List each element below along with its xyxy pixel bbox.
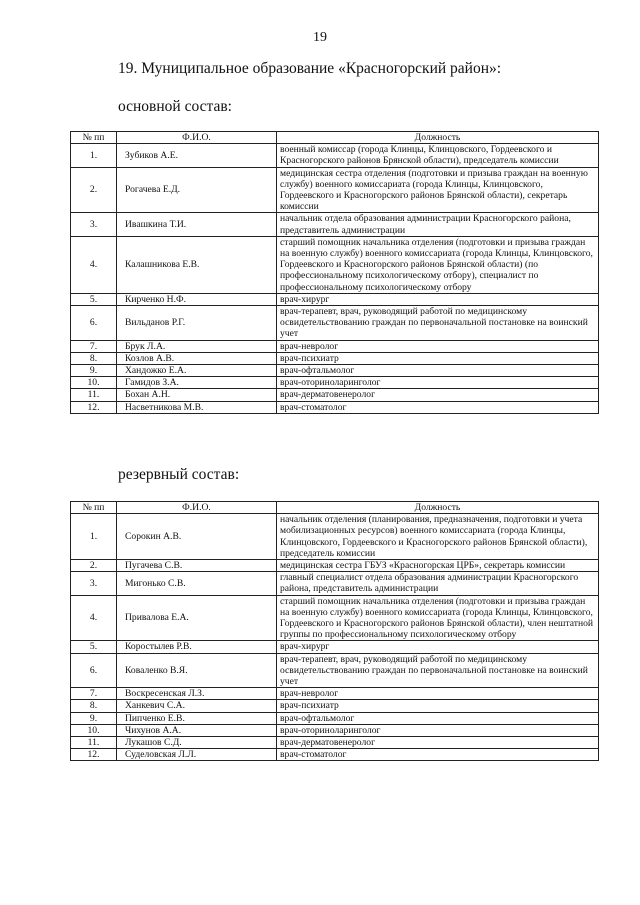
- table-row: [71, 560, 599, 572]
- table-row: [71, 401, 599, 413]
- member-position: врач-оториноларинголог: [277, 377, 599, 389]
- row-number: 3.: [71, 213, 117, 236]
- table-row: [71, 572, 599, 595]
- table-row: [71, 365, 599, 377]
- table-row: [71, 641, 599, 653]
- table-row: [71, 724, 599, 736]
- row-number: 1.: [71, 144, 117, 167]
- table-header-row: [71, 132, 599, 144]
- member-position: врач-терапевт, врач, руководящий работой по медицинскому освидетельствованию граждан по первоначальной постановке на воинский учет: [277, 653, 599, 688]
- table-row: [71, 340, 599, 352]
- member-position: старший помощник начальника отделения (подготовки и призыва граждан на военную службу) военного комиссариата (города Клинцы, Клинцовского, Гордеевского и Красногорского районов Брянской области), член нештатной группы по профессиональному психологическому отбору: [277, 595, 599, 641]
- member-name: Мигонько С.В.: [117, 572, 277, 595]
- member-name: Бохан А.Н.: [117, 389, 277, 401]
- member-name: Привалова Е.А.: [117, 595, 277, 641]
- member-position: начальник отдела образования администрации Красногорского района, представитель администрации: [277, 213, 599, 236]
- table-row: [71, 737, 599, 749]
- row-number: 1.: [71, 514, 117, 560]
- member-position: врач-стоматолог: [277, 749, 599, 761]
- row-number: 5.: [71, 293, 117, 305]
- table-row: [71, 700, 599, 712]
- member-name: Зубиков А.Е.: [117, 144, 277, 167]
- member-position: главный специалист отдела образования администрации Красногорского района, представитель администрации: [277, 572, 599, 595]
- member-position: врач-хирург: [277, 641, 599, 653]
- member-name: Кирченко Н.Ф.: [117, 293, 277, 305]
- row-number: 11.: [71, 389, 117, 401]
- member-name: Ханкевич С.А.: [117, 700, 277, 712]
- member-position: начальник отделения (планирования, предназначения, подготовки и учета мобилизационных ресурсов) военного комиссариата (города Клинцы, Клинцовского, Гордеевского и Красногорского районов Брянской области), председатель комиссии: [277, 514, 599, 560]
- row-number: 10.: [71, 377, 117, 389]
- member-position: врач-хирург: [277, 293, 599, 305]
- table-row: [71, 213, 599, 236]
- member-name: Вильданов Р.Г.: [117, 306, 277, 341]
- member-name: Сорокин А.В.: [117, 514, 277, 560]
- row-number: 10.: [71, 724, 117, 736]
- member-position: врач-оториноларинголог: [277, 724, 599, 736]
- row-number: 4.: [71, 236, 117, 293]
- member-name: Пипченко Е.В.: [117, 712, 277, 724]
- row-number: 3.: [71, 572, 117, 595]
- row-number: 8.: [71, 700, 117, 712]
- header-position: Должность: [277, 502, 599, 514]
- member-position: военный комиссар (города Клинцы, Клинцовского, Гордеевского и Красногорского районов Брянской области), председатель комиссии: [277, 144, 599, 167]
- table-row: [71, 167, 599, 213]
- table-row: [71, 653, 599, 688]
- member-name: Калашникова Е.В.: [117, 236, 277, 293]
- row-number: 6.: [71, 306, 117, 341]
- row-number: 9.: [71, 712, 117, 724]
- member-name: Насветникова М.В.: [117, 401, 277, 413]
- member-position: врач-психиатр: [277, 700, 599, 712]
- member-position: врач-дерматовенеролог: [277, 737, 599, 749]
- member-name: Рогачева Е.Д.: [117, 167, 277, 213]
- member-position: медицинская сестра ГБУЗ «Красногорская ЦРБ», секретарь комиссии: [277, 560, 599, 572]
- table-row: [71, 389, 599, 401]
- member-name: Коваленко В.Я.: [117, 653, 277, 688]
- header-position: Должность: [277, 132, 599, 144]
- member-position: врач-стоматолог: [277, 401, 599, 413]
- member-name: Козлов А.В.: [117, 352, 277, 364]
- table-row: [71, 712, 599, 724]
- row-number: 11.: [71, 737, 117, 749]
- row-number: 7.: [71, 340, 117, 352]
- table-row: [71, 377, 599, 389]
- member-position: врач-дерматовенеролог: [277, 389, 599, 401]
- row-number: 6.: [71, 653, 117, 688]
- member-position: врач-невролог: [277, 688, 599, 700]
- table-row: [71, 514, 599, 560]
- member-name: Коростылев Р.В.: [117, 641, 277, 653]
- member-name: Ивашкина Т.И.: [117, 213, 277, 236]
- member-name: Хандожко Е.А.: [117, 365, 277, 377]
- member-name: Гамидов З.А.: [117, 377, 277, 389]
- row-number: 8.: [71, 352, 117, 364]
- header-number: № пп: [71, 132, 117, 144]
- member-position: врач-невролог: [277, 340, 599, 352]
- member-position: медицинская сестра отделения (подготовки и призыва граждан на военную службу) военного комиссариата (города Клинцы, Клинцовского, Гордеевского и Красногорского районов Брянской области), секретарь комиссии: [277, 167, 599, 213]
- row-number: 12.: [71, 749, 117, 761]
- main-composition-table: [70, 131, 599, 414]
- member-name: Брук Л.А.: [117, 340, 277, 352]
- member-position: врач-терапевт, врач, руководящий работой по медицинскому освидетельствованию граждан по первоначальной постановке на воинский учет: [277, 306, 599, 341]
- row-number: 12.: [71, 401, 117, 413]
- member-name: Пугачева С.В.: [117, 560, 277, 572]
- table-row: [71, 595, 599, 641]
- member-position: врач-офтальмолог: [277, 712, 599, 724]
- main-composition-label: основной состав:: [118, 98, 232, 115]
- row-number: 2.: [71, 560, 117, 572]
- member-position: врач-офтальмолог: [277, 365, 599, 377]
- table-row: [71, 749, 599, 761]
- page-number: 19: [313, 30, 327, 45]
- member-position: старший помощник начальника отделения (подготовки и призыва граждан на военную службу) военного комиссариата (города Клинцы, Клинцовского, Гордеевского и Красногорского районов Брянской области) (по профессиональному психологическому отбору), специалист по профессиональному психологическому отбору: [277, 236, 599, 293]
- reserve-composition-table: [70, 501, 599, 761]
- member-name: Чихунов А.А.: [117, 724, 277, 736]
- row-number: 7.: [71, 688, 117, 700]
- header-number: № пп: [71, 502, 117, 514]
- member-position: врач-психиатр: [277, 352, 599, 364]
- table-row: [71, 306, 599, 341]
- row-number: 4.: [71, 595, 117, 641]
- table-header-row: [71, 502, 599, 514]
- row-number: 9.: [71, 365, 117, 377]
- member-name: Лукашов С.Д.: [117, 737, 277, 749]
- header-full-name: Ф.И.О.: [117, 502, 277, 514]
- table-row: [71, 236, 599, 293]
- table-row: [71, 144, 599, 167]
- header-full-name: Ф.И.О.: [117, 132, 277, 144]
- section-title: 19. Муниципальное образование «Красногорский район»:: [118, 60, 502, 77]
- table-row: [71, 688, 599, 700]
- reserve-composition-label: резервный состав:: [118, 466, 240, 483]
- table-row: [71, 352, 599, 364]
- member-name: Суделовская Л.Л.: [117, 749, 277, 761]
- row-number: 2.: [71, 167, 117, 213]
- member-name: Воскресенская Л.З.: [117, 688, 277, 700]
- row-number: 5.: [71, 641, 117, 653]
- table-row: [71, 293, 599, 305]
